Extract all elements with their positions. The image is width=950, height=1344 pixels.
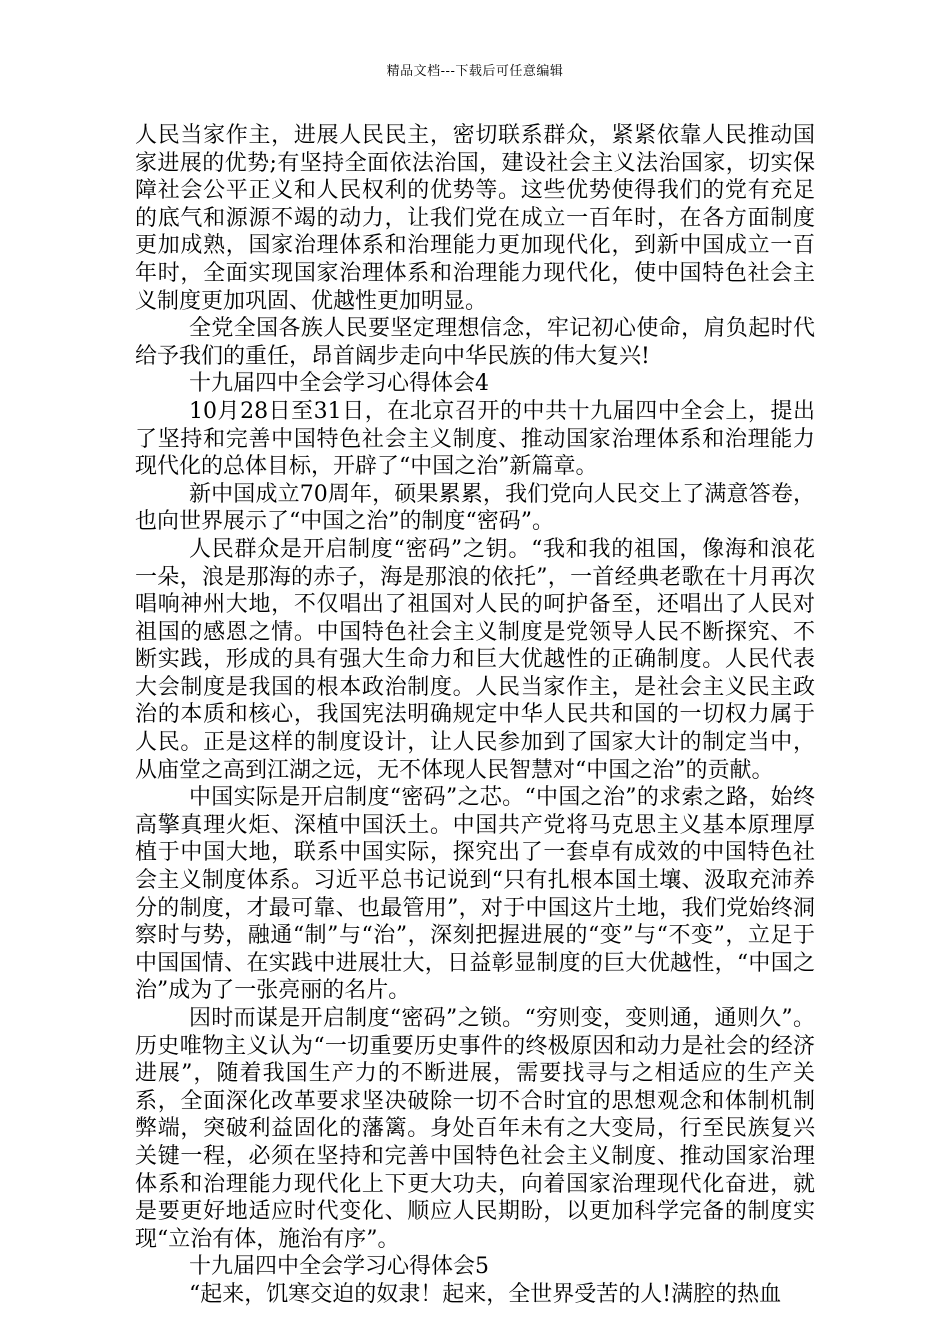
paragraph: 中国实际是开启制度“密码”之芯。“中国之治”的求索之路，始终高擎真理火炬、深植中国沃土。中国共产党将马克思主义基本原理厚植于中国大地，联系中国实际，探究出了一套卓有成效的中国特色社会主义制度体系。习近平总书记说到“只有扎根本国土壤、汲取充沛养分的制度，才最可靠、也最管用”，对于中国这片土地，我们党始终洞察时与势，融通“制”与“治”，深刻把握进展的“变”与“不变”，立足于中国国情、在实践中进展壮大，日益彰显制度的巨大优越性，“中国之治”成为了一张亮丽的名片。 — [135, 785, 815, 1004]
paragraph: 全党全国各族人民要坚定理想信念，牢记初心使命，肩负起时代给予我们的重任，昂首阔步走向中华民族的伟大复兴! — [135, 316, 815, 369]
paragraph: “起来，饥寒交迫的奴隶！起来，全世界受苦的人!满腔的热血 — [189, 1281, 782, 1307]
paragraph: 人民当家作主，进展人民民主，密切联系群众，紧紧依靠人民推动国家进展的优势;有坚持全面依法治国，建设社会主义法治国家，切实保障社会公平正义和人民权利的优势等。这些优势使得我们的党有充足的底气和源源不竭的动力，让我们党在成立一百年时，在各方面制度更加成熟，国家治理体系和治理能力更加现代化，到新中国成立一百年时，全面实现国家治理体系和治理能力现代化，使中国特色社会主义制度更加巩固、优越性更加明显。 — [135, 123, 815, 314]
section-heading: 十九届四中全会学习心得体会4 — [189, 371, 489, 397]
section-heading: 十九届四中全会学习心得体会5 — [189, 1254, 489, 1280]
paragraph: 因时而谋是开启制度“密码”之锁。“穷则变，变则通，通则久”。历史唯物主义认为“一切重要历史事件的终极原因和动力是社会的经济进展”，随着我国生产力的不断进展，需要找寻与之相适应的生产关系，全面深化改革要求坚决破除一切不合时宜的思想观念和体制机制弊端，突破利益固化的藩篱。身处百年未有之大变局，行至民族复兴关键一程，必须在坚持和完善中国特色社会主义制度、推动国家治理体系和治理能力现代化上下更大功夫，向着国家治理现代化奋进，就是要更好地适应时代变化、顺应人民期盼，以更加科学完备的制度实现“立治有体，施治有序”。 — [135, 1006, 815, 1252]
paragraph: 人民群众是开启制度“密码”之钥。“我和我的祖国，像海和浪花一朵，浪是那海的赤子，海是那浪的依托”，一首经典老歌在十月再次唱响神州大地，不仅唱出了祖国对人民的呵护备至，还唱出了人民对祖国的感恩之情。中国特色社会主义制度是党领导人民不断探究、不断实践，形成的具有强大生命力和巨大优越性的正确制度。人民代表大会制度是我国的根本政治制度。人民当家作主，是社会主义民主政治的本质和核心，我国宪法明确规定中华人民共和国的一切权力属于人民。正是这样的制度设计，让人民参加到了国家大计的制定当中，从庙堂之高到江湖之远，无不体现人民智慧对“中国之治”的贡献。 — [135, 536, 815, 783]
paragraph: 新中国成立70周年，硕果累累，我们党向人民交上了满意答卷，也向世界展示了“中国之治”的制度“密码”。 — [135, 481, 815, 535]
paragraph: 10月28日至31日，在北京召开的中共十九届四中全会上，提出了坚持和完善中国特色社会主义制度、推动国家治理体系和治理能力现代化的总体目标，开辟了“中国之治”新篇章。 — [135, 398, 815, 480]
document-body — [135, 122, 815, 1309]
page-header: 精品文档---下载后可任意编辑 — [386, 64, 564, 79]
